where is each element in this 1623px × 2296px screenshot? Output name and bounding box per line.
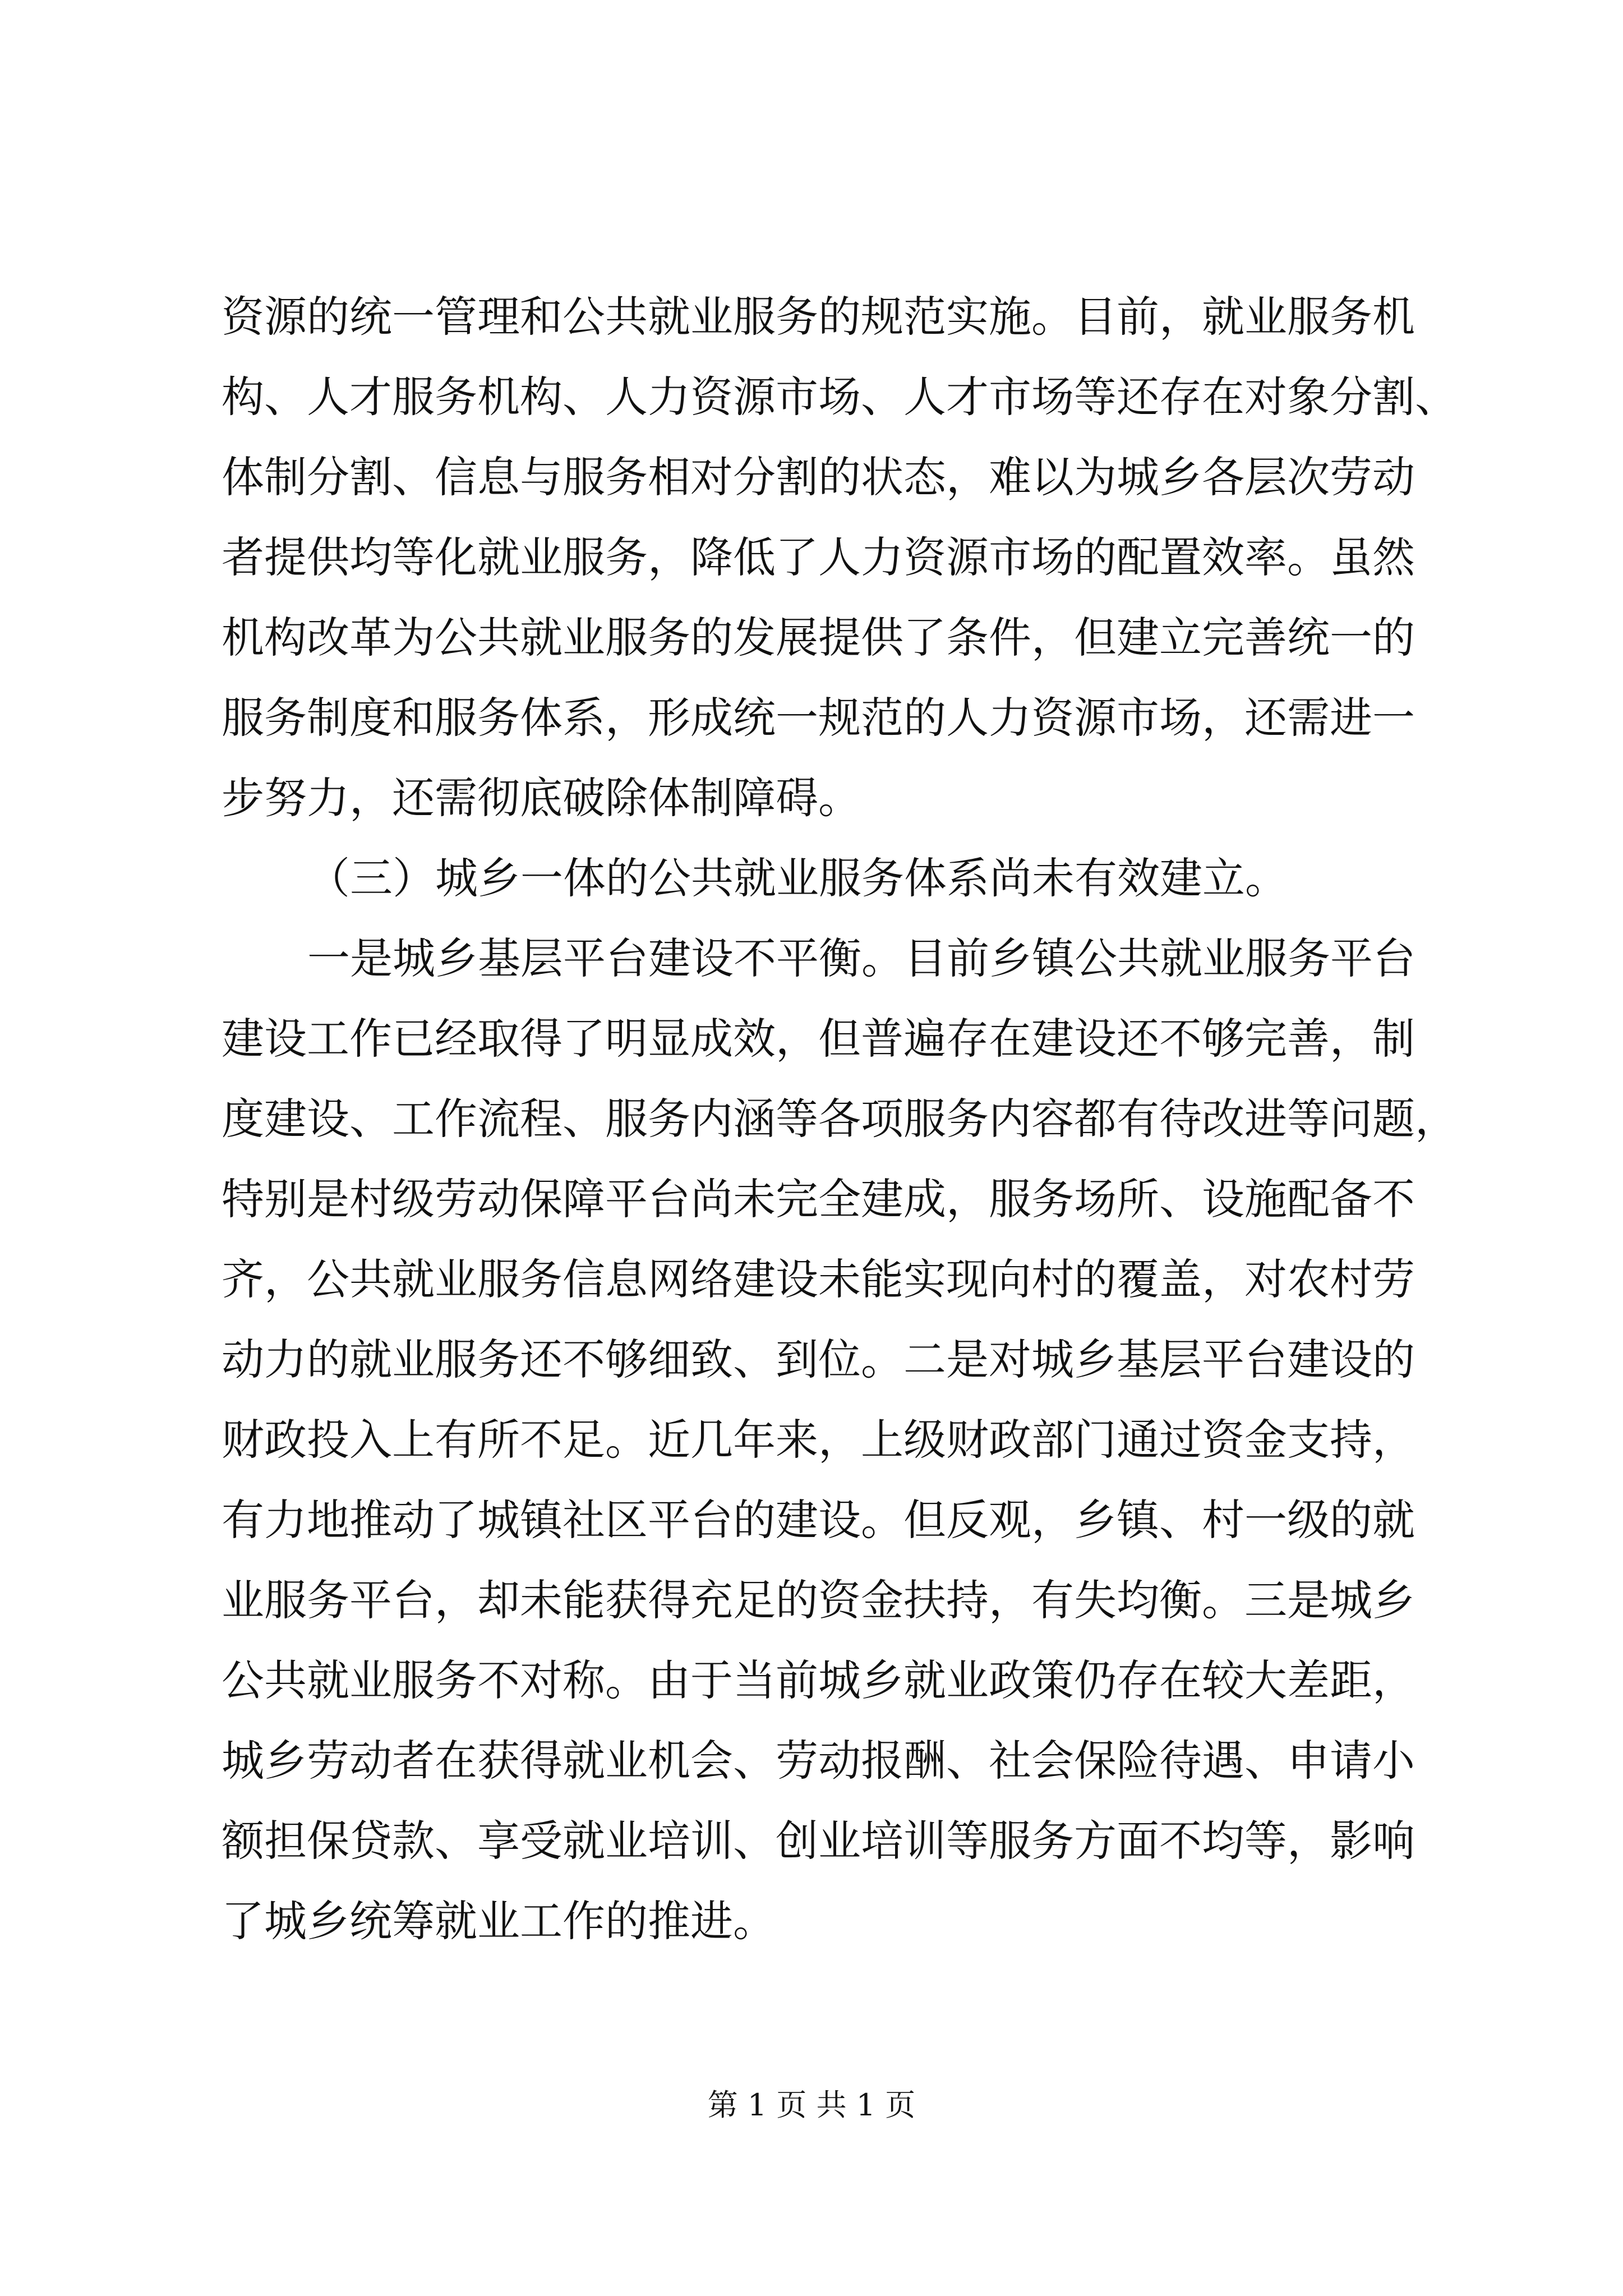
paragraph-line: 服务制度和服务体系，形成统一规范的人力资源市场，还需进一 [222,693,1415,743]
paragraph-line: 步努力，还需彻底破除体制障碍。 [222,773,861,823]
paragraph-line: 特别是村级劳动保障平台尚未完全建成，服务场所、设施配备不 [222,1174,1415,1224]
paragraph-line: 建设工作已经取得了明显成效，但普遍存在建设还不够完善，制 [222,1014,1415,1064]
paragraph-line: 了城乡统筹就业工作的推进。 [222,1896,776,1946]
paragraph-line: 动力的就业服务还不够细致、到位。二是对城乡基层平台建设的 [222,1335,1415,1384]
paragraph-line: 城乡劳动者在获得就业机会、劳动报酬、社会保险待遇、申请小 [222,1736,1415,1786]
paragraph-line: 体制分割、信息与服务相对分割的状态，难以为城乡各层次劳动 [222,452,1415,502]
paragraph-line: 有力地推动了城镇社区平台的建设。但反观，乡镇、村一级的就 [222,1495,1415,1545]
paragraph-line: 构、人才服务机构、人力资源市场、人才市场等还存在对象分割、 [222,372,1458,422]
section-heading: （三）城乡一体的公共就业服务体系尚未有效建立。 [307,853,1288,903]
paragraph-line: 机构改革为公共就业服务的发展提供了条件，但建立完善统一的 [222,613,1415,662]
paragraph-line: 者提供均等化就业服务，降低了人力资源市场的配置效率。虽然 [222,532,1415,582]
paragraph-line: 业服务平台，却未能获得充足的资金扶持，有失均衡。三是城乡 [222,1575,1415,1625]
paragraph-line: 资源的统一管理和公共就业服务的规范实施。目前，就业服务机 [222,292,1415,342]
paragraph-line: 一是城乡基层平台建设不平衡。目前乡镇公共就业服务平台 [307,933,1415,983]
paragraph-line: 度建设、工作流程、服务内涵等各项服务内容都有待改进等问题， [222,1094,1458,1144]
paragraph-line: 公共就业服务不对称。由于当前城乡就业政策仍存在较大差距， [222,1655,1415,1705]
page-footer: 第 1 页 共 1 页 [707,2087,916,2123]
paragraph-line: 额担保贷款、享受就业培训、创业培训等服务方面不均等，影响 [222,1816,1415,1866]
paragraph-line: 齐，公共就业服务信息网络建设未能实现向村的覆盖，对农村劳 [222,1254,1415,1304]
paragraph-line: 财政投入上有所不足。近几年来，上级财政部门通过资金支持， [222,1415,1415,1465]
